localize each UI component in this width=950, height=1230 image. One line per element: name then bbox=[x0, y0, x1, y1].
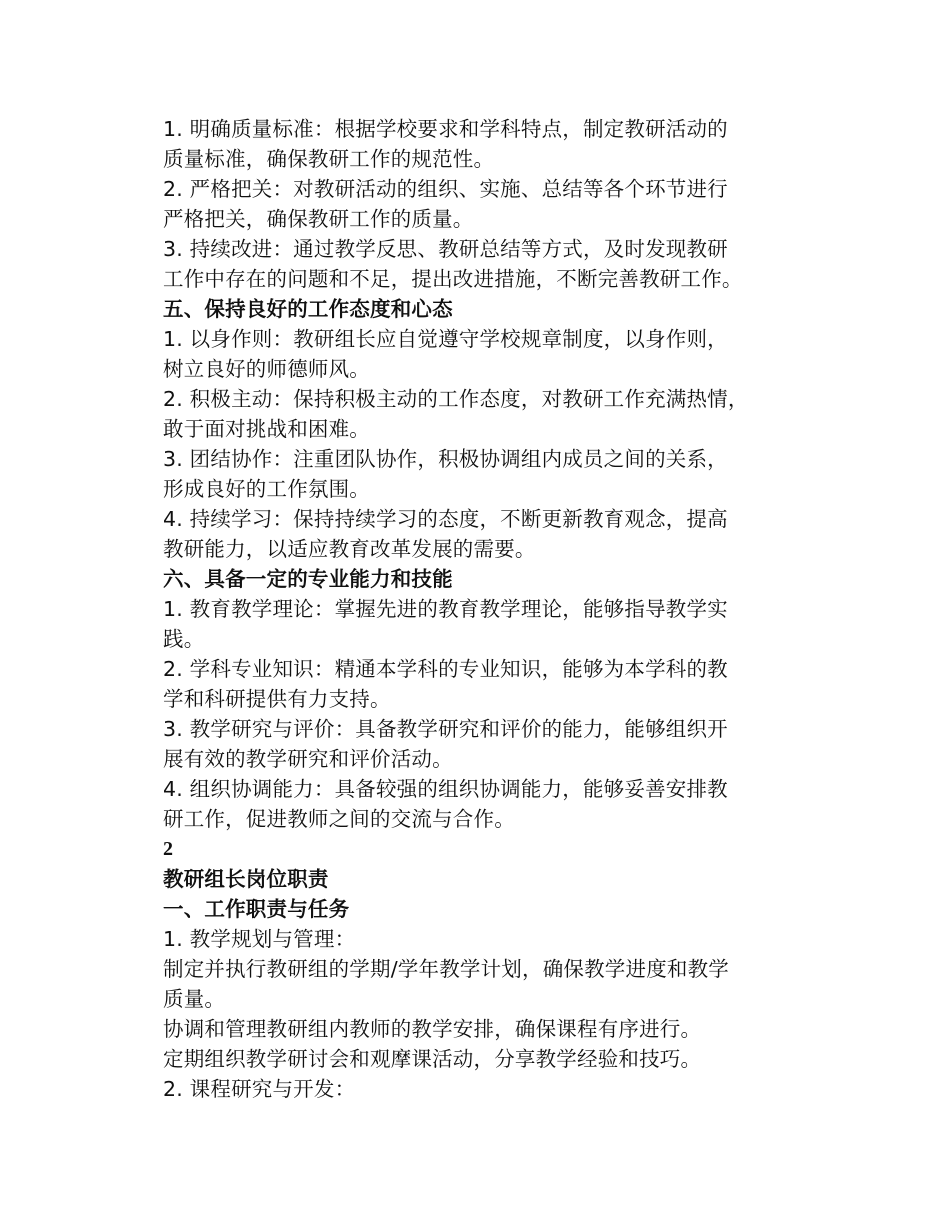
text-line: 1. 教学规划与管理： bbox=[163, 927, 356, 951]
text-line: 树立良好的师德师风。 bbox=[163, 357, 370, 381]
text-line: 3. 持续改进：通过教学反思、教研总结等方式，及时发现教研 bbox=[163, 237, 728, 261]
text-line: 展有效的教学研究和评价活动。 bbox=[163, 747, 453, 771]
text-line: 研工作，促进教师之间的交流与合作。 bbox=[163, 807, 515, 831]
text-line: 形成良好的工作氛围。 bbox=[163, 477, 370, 501]
text-line: 1. 教育教学理论：掌握先进的教育教学理论，能够指导教学实 bbox=[163, 597, 728, 621]
document-title: 教研组长岗位职责 bbox=[163, 867, 329, 891]
text-line: 教研能力，以适应教育改革发展的需要。 bbox=[163, 537, 536, 561]
text-line: 4. 组织协调能力：具备较强的组织协调能力，能够妥善安排教 bbox=[163, 777, 728, 801]
text-line: 2. 学科专业知识：精通本学科的专业知识，能够为本学科的教 bbox=[163, 657, 728, 681]
text-line: 敢于面对挑战和困难。 bbox=[163, 417, 370, 441]
text-line: 4. 持续学习：保持持续学习的态度，不断更新教育观念，提高 bbox=[163, 507, 728, 531]
text-line: 3. 教学研究与评价：具备教学研究和评价的能力，能够组织开 bbox=[163, 717, 728, 741]
text-line: 3. 团结协作：注重团队协作，积极协调组内成员之间的关系， bbox=[163, 447, 728, 471]
text-line: 工作中存在的问题和不足，提出改进措施，不断完善教研工作。 bbox=[163, 267, 743, 291]
text-line: 协调和管理教研组内教师的教学安排，确保课程有序进行。 bbox=[163, 1017, 702, 1041]
text-line: 制定并执行教研组的学期/学年教学计划，确保教学进度和教学 bbox=[163, 957, 730, 981]
text-line: 质量标准，确保教研工作的规范性。 bbox=[163, 147, 495, 171]
section-number: 2 bbox=[163, 838, 174, 860]
text-line: 1. 明确质量标准：根据学校要求和学科特点，制定教研活动的 bbox=[163, 117, 728, 141]
text-line: 定期组织教学研讨会和观摩课活动，分享教学经验和技巧。 bbox=[163, 1047, 702, 1071]
section-heading: 五、保持良好的工作态度和心态 bbox=[163, 297, 453, 321]
text-line: 1. 以身作则：教研组长应自觉遵守学校规章制度，以身作则， bbox=[163, 327, 728, 351]
text-line: 严格把关，确保教研工作的质量。 bbox=[163, 207, 474, 231]
section-heading: 六、具备一定的专业能力和技能 bbox=[163, 567, 453, 591]
document-body bbox=[163, 114, 803, 1104]
text-line: 质量。 bbox=[163, 987, 226, 1011]
section-heading: 一、工作职责与任务 bbox=[163, 897, 350, 921]
text-line: 2. 积极主动：保持积极主动的工作态度，对教研工作充满热情， bbox=[163, 387, 749, 411]
text-line: 2. 严格把关：对教研活动的组织、实施、总结等各个环节进行 bbox=[163, 177, 728, 201]
text-line: 践。 bbox=[163, 627, 205, 651]
text-line: 2. 课程研究与开发： bbox=[163, 1077, 356, 1101]
text-line: 学和科研提供有力支持。 bbox=[163, 687, 391, 711]
